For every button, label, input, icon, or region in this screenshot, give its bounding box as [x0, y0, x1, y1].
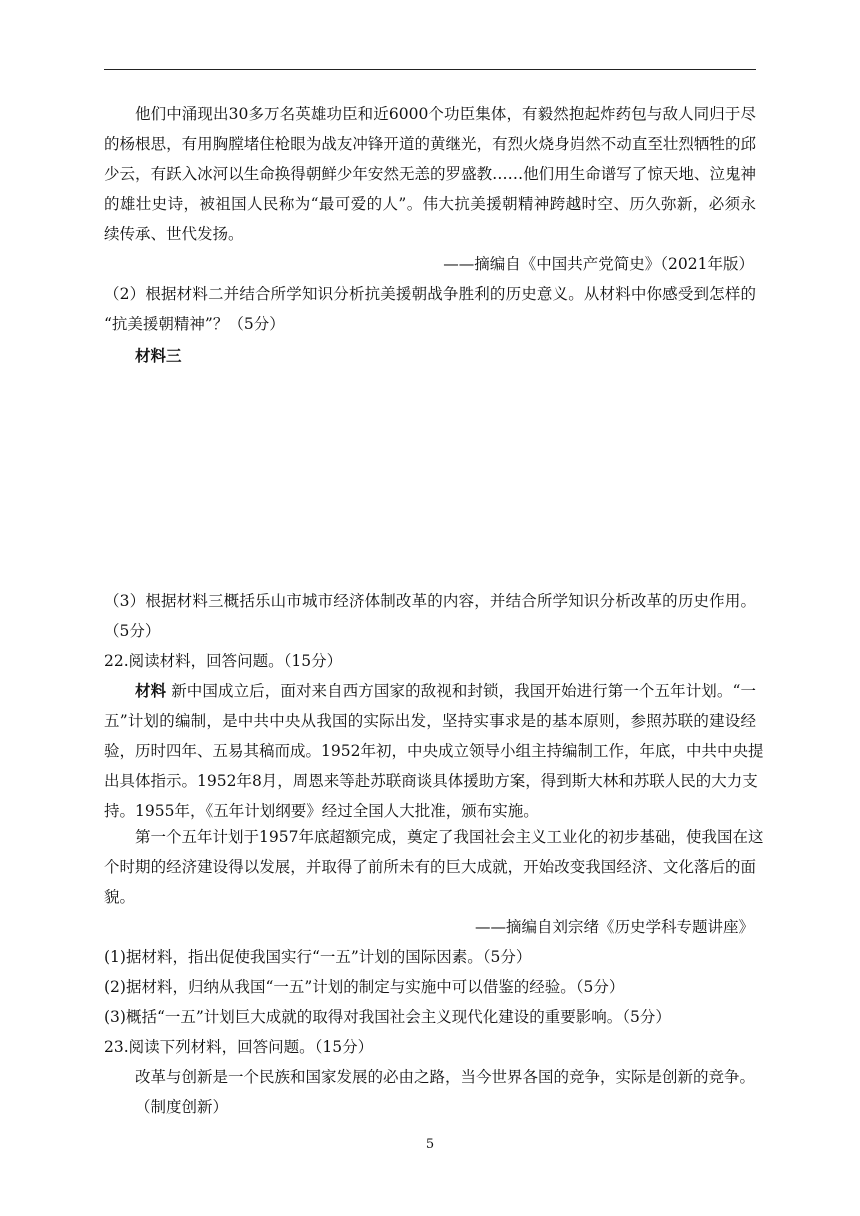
question-23-intro: 改革与创新是一个民族和国家发展的必由之路，当今世界各国的竞争，实际是创新的竞争。 [135, 1068, 756, 1086]
material-22-para2-line-1: 第一个五年计划于1957年底超额完成，奠定了我国社会主义工业化的初步基础，使我国在这 [135, 828, 764, 846]
question-21-3-line-2: （5分） [104, 622, 161, 640]
question-21-2-line-2: “抗美援朝精神”？（5分） [104, 315, 285, 333]
material-22-source: ——摘编自刘宗绪《历史学科专题讲座》 [474, 918, 754, 936]
material2-line-2: 的杨根思，有用胸膛堵住枪眼为战友冲锋开道的黄继光，有烈火烧身岿然不动直至壮烈牺牲的邱 [104, 135, 756, 153]
material2-line-5: 续传承、世代发扬。 [104, 225, 244, 243]
material2-line-3: 少云，有跃入冰河以生命换得朝鲜少年安然无恙的罗盛教……他们用生命谱写了惊天地、泣鬼神 [104, 165, 756, 183]
material-22-para2-line-2: 个时期的经济建设得以发展，并取得了前所未有的巨大成就，开始改变我国经济、文化落后的面 [104, 858, 756, 876]
material-22-label: 材料 [135, 681, 167, 700]
question-23-title: 23.阅读下列材料，回答问题。（15分） [104, 1038, 374, 1056]
question-22-1: (1)据材料，指出促使我国实行“一五”计划的国际因素。（5分） [104, 948, 532, 966]
material2-line-1: 他们中涌现出30多万名英雄功臣和近6000个功臣集体，有毅然抱起炸药包与敌人同归于尽 [135, 105, 756, 123]
question-22-3: (3)概括“一五”计划巨大成就的取得对我国社会主义现代化建设的重要影响。（5分） [104, 1008, 671, 1026]
header-rule [104, 69, 756, 70]
material-22-para2-line-3: 貌。 [104, 888, 136, 906]
page-number: 5 [425, 1137, 435, 1152]
question-22-2: (2)据材料，归纳从我国“一五”计划的制定与实施中可以借鉴的经验。（5分） [104, 978, 625, 996]
material-22-line-5: 持。1955年，《五年计划纲要》经过全国人大批准，颁布实施。 [104, 802, 539, 820]
question-22-title: 22.阅读材料，回答问题。（15分） [104, 652, 343, 670]
material-22-line-1 [135, 681, 756, 701]
question-23-subtitle: （制度创新） [135, 1098, 229, 1116]
material-22-line-1-text: 新中国成立后，面对来自西方国家的敌视和封锁，我国开始进行第一个五年计划。“一 [171, 682, 756, 700]
material-22-line-3: 验，历时四年、五易其稿而成。1952年初，中央成立领导小组主持编制工作，年底，中共中央提 [104, 742, 764, 760]
material-22-line-4: 出具体指示。1952年8月，周恩来等赴苏联商谈具体援助方案，得到斯大林和苏联人民的大力支 [104, 772, 758, 790]
material3-label: 材料三 [135, 346, 182, 365]
material2-source: ——摘编自《中国共产党简史》（2021年版） [443, 255, 754, 273]
material2-line-4: 的雄壮史诗，被祖国人民称为“最可爱的人”。伟大抗美援朝精神跨越时空、历久弥新，必须永 [104, 195, 756, 213]
question-21-2-line-1: （2）根据材料二并结合所学知识分析抗美援朝战争胜利的历史意义。从材料中你感受到怎样的 [104, 285, 756, 303]
material-22-line-2: 五”计划的编制，是中共中央从我国的实际出发，坚持实事求是的基本原则，参照苏联的建设经 [104, 712, 756, 730]
question-21-3-line-1: （3）根据材料三概括乐山市城市经济体制改革的内容，并结合所学知识分析改革的历史作用。 [104, 592, 756, 610]
